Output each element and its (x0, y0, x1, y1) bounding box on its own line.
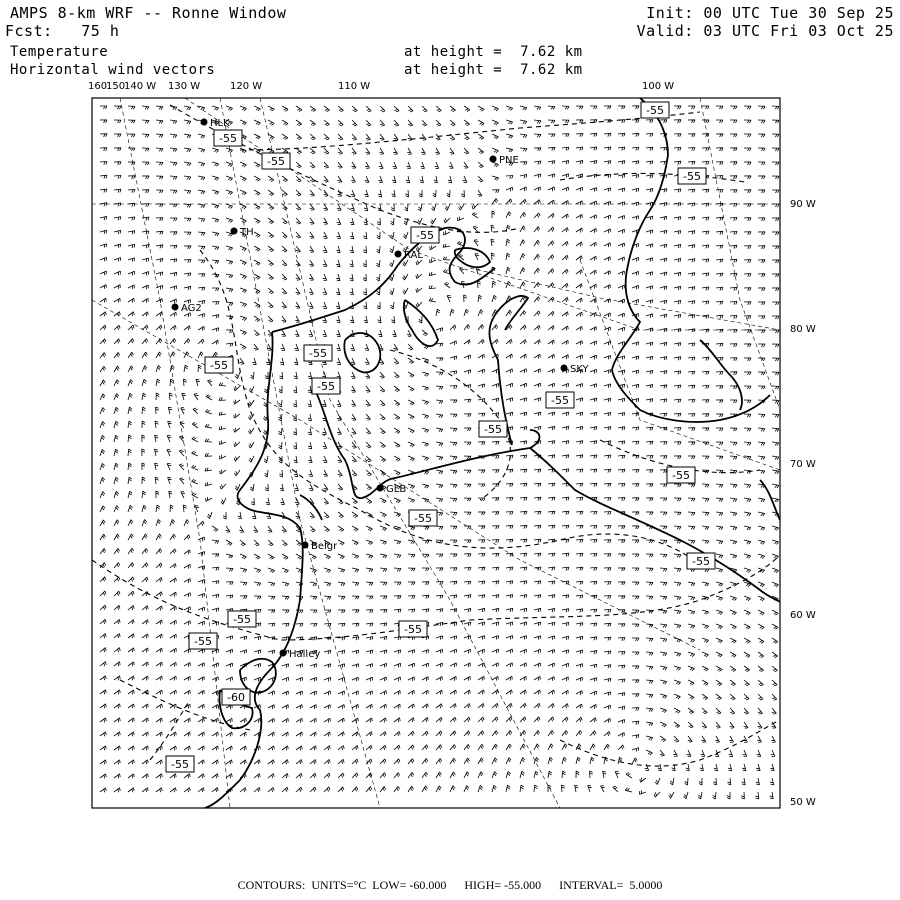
station-label: AG2 (181, 303, 202, 314)
field1-name: Temperature (10, 44, 109, 60)
wind-barbs (100, 106, 779, 799)
station-label: SKY (570, 364, 589, 375)
latitude-labels (790, 199, 816, 808)
field1-height: at height = 7.62 km (404, 44, 583, 60)
station-dot (490, 156, 497, 163)
station-label: RAL (404, 250, 423, 261)
contour-label: -55 (692, 555, 710, 568)
latitude-label: 80 W (790, 324, 816, 335)
contour-label: -55 (267, 155, 285, 168)
init-time: Init: 00 UTC Tue 30 Sep 25 (646, 4, 894, 22)
contour-label: -60 (227, 691, 245, 704)
contour-label: -55 (416, 229, 434, 242)
station-dot (302, 542, 309, 549)
contour-label: -55 (210, 359, 228, 372)
longitude-label: 160 (88, 81, 108, 92)
contour-label: -55 (309, 347, 327, 360)
contour-legend: CONTOURS: UNITS=°C LOW= -60.000 HIGH= -55.000 INTERVAL= 5.0000 (237, 878, 663, 892)
station-label: PNE (499, 155, 519, 166)
contour-label: -55 (672, 469, 690, 482)
contour-labels (166, 102, 715, 772)
longitude-label: 150 (106, 81, 126, 92)
station-dot (231, 228, 238, 235)
contour-label: -55 (219, 132, 237, 145)
station-dot (280, 650, 287, 657)
station-dot (395, 251, 402, 258)
longitude-label: 110 W (338, 81, 371, 92)
station-label: Belgr (311, 541, 338, 552)
station-label: GLB (386, 484, 407, 495)
station-label: Halley (289, 649, 321, 660)
wind-vector-field (100, 106, 779, 799)
contour-label: -55 (171, 758, 189, 771)
contour-label: -55 (551, 394, 569, 407)
latitude-label: 60 W (790, 610, 816, 621)
field2-height: at height = 7.62 km (404, 62, 583, 78)
longitude-label: 120 W (230, 81, 263, 92)
map-title: AMPS 8-km WRF -- Ronne Window (10, 4, 287, 22)
station-dot (172, 304, 179, 311)
field2-name: Horizontal wind vectors (10, 62, 216, 78)
longitude-label: 130 W (168, 81, 201, 92)
contour-label: -55 (646, 104, 664, 117)
valid-time: Valid: 03 UTC Fri 03 Oct 25 (636, 22, 894, 40)
longitude-labels (88, 81, 674, 92)
contour-label: -55 (683, 170, 701, 183)
contour-label: -55 (317, 380, 335, 393)
forecast-hour: Fcst: 75 h (5, 22, 120, 40)
latitude-label: 70 W (790, 459, 816, 470)
station-dot (561, 365, 568, 372)
station-label: HLK (210, 118, 230, 129)
latitude-label: 50 W (790, 797, 816, 808)
station-dot (201, 119, 208, 126)
contour-label: -55 (484, 423, 502, 436)
station-label: TH (240, 227, 254, 238)
contour-label: -55 (404, 623, 422, 636)
station-dot (377, 485, 384, 492)
contour-label: -55 (414, 512, 432, 525)
contour-label: -55 (233, 613, 251, 626)
longitude-label: 140 W (124, 81, 157, 92)
coastline (205, 98, 780, 808)
latitude-label: 90 W (790, 199, 816, 210)
contour-label: -55 (194, 635, 212, 648)
longitude-label: 100 W (642, 81, 675, 92)
